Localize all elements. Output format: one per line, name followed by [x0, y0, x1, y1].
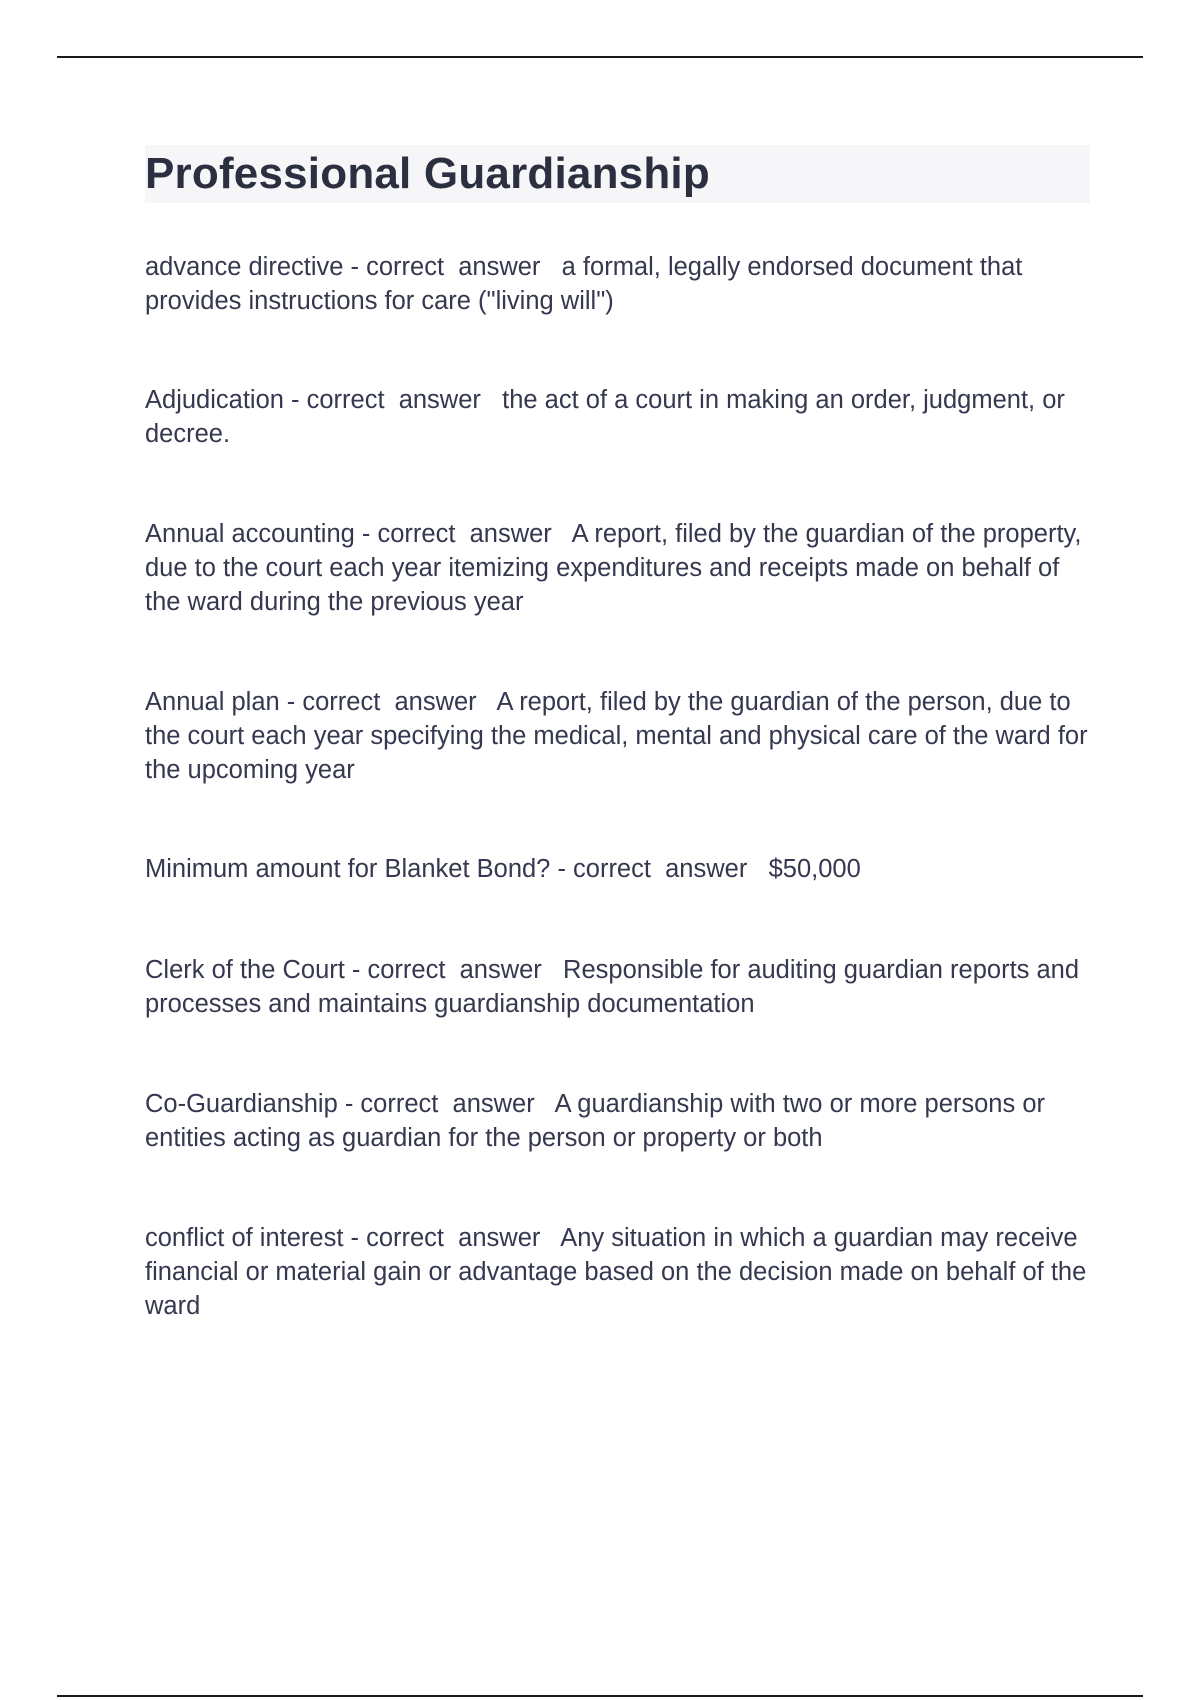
definition-item: conflict of interest - correct answer Any situation in which a guardian may receive financial or material gain or advantage based on the decision made on behalf of the ward — [145, 1224, 1094, 1320]
definition-item: Clerk of the Court - correct answer Responsible for auditing guardian reports and processes and maintains guardianship documentation — [145, 956, 1087, 1018]
bottom-rule — [57, 1695, 1143, 1697]
definition-item: Co-Guardianship - correct answer A guardianship with two or more persons or entities acting as guardian for the person or property or both — [145, 1090, 1053, 1152]
page-title: Professional Guardianship — [145, 149, 710, 198]
document-body — [145, 145, 1095, 1320]
definition-item: advance directive - correct answer a formal, legally endorsed document that provides instructions for care ("living will") — [145, 253, 1030, 315]
definition-item: Minimum amount for Blanket Bond? - correct answer $50,000 — [145, 855, 861, 883]
definition-item: Annual plan - correct answer A report, filed by the guardian of the person, due to the court each year specifying the medical, mental and physical care of the ward for the upcoming year — [145, 688, 1095, 784]
title-band — [145, 145, 1090, 203]
definition-item: Annual accounting - correct answer A report, filed by the guardian of the property, due to the court each year itemizing expenditures and receipts made on behalf of the ward during the previous year — [145, 520, 1089, 616]
definition-item: Adjudication - correct answer the act of a court in making an order, judgment, or decree. — [145, 386, 1072, 448]
top-rule — [57, 56, 1143, 58]
